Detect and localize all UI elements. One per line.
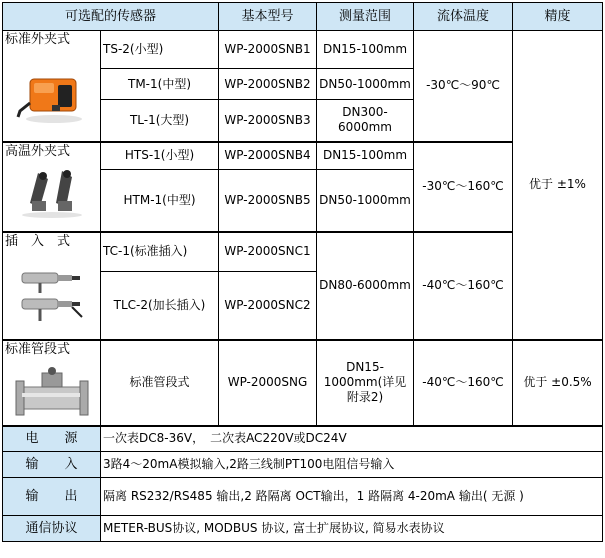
model-number: WP-2000SNB3 xyxy=(219,100,317,142)
sensor-name: TS-2(小型) xyxy=(101,31,219,69)
accuracy-value: 优于 ±0.5% xyxy=(513,340,603,426)
pipe-section-sensor-icon xyxy=(3,365,100,421)
measure-range: DN50-1000mm xyxy=(317,69,414,100)
spec-value: METER-BUS协议, MODBUS 协议, 富士扩展协议, 简易水表协议 xyxy=(101,516,603,542)
category-cell xyxy=(3,340,101,426)
fluid-temperature: -30℃～160℃ xyxy=(414,142,513,232)
accuracy-value: 优于 ±1% xyxy=(513,31,603,340)
header-temperature: 流体温度 xyxy=(414,3,513,31)
category-cell xyxy=(3,31,101,142)
measure-range: DN15-100mm xyxy=(317,31,414,69)
high-temp-clamp-sensor-icon xyxy=(3,167,100,219)
model-number: WP-2000SNB5 xyxy=(219,170,317,232)
header-model: 基本型号 xyxy=(219,3,317,31)
table-row xyxy=(3,232,603,272)
table-row xyxy=(3,516,603,542)
sensor-name: 标准管段式 xyxy=(101,340,219,426)
measure-range: DN300-6000mm xyxy=(317,100,414,142)
sensor-name: HTM-1(中型) xyxy=(101,170,219,232)
table-row xyxy=(3,452,603,478)
model-number: WP-2000SNB4 xyxy=(219,142,317,170)
model-number: WP-2000SNG xyxy=(219,340,317,426)
spec-label: 输 入 xyxy=(3,452,101,478)
clamp-on-sensor-icon xyxy=(3,65,100,125)
category-title: 高温外夹式 xyxy=(5,143,71,159)
model-number: WP-2000SNC1 xyxy=(219,232,317,272)
sensor-name: TM-1(中型) xyxy=(101,69,219,100)
table-row xyxy=(3,426,603,452)
header-accuracy: 精度 xyxy=(513,3,603,31)
model-number: WP-2000SNB1 xyxy=(219,31,317,69)
fluid-temperature: -40℃～160℃ xyxy=(414,340,513,426)
measure-range: DN15-1000mm(详见附录2) xyxy=(317,340,414,426)
table-row xyxy=(3,142,603,170)
fluid-temperature: -40℃～160℃ xyxy=(414,232,513,340)
sensor-spec-table xyxy=(2,2,603,542)
category-title: 标准外夹式 xyxy=(5,32,71,47)
model-number: WP-2000SNC2 xyxy=(219,272,317,340)
category-title: 插 入 式 xyxy=(5,233,71,249)
table-row xyxy=(3,31,603,69)
insertion-sensor-icon xyxy=(3,263,100,327)
measure-range: DN15-100mm xyxy=(317,142,414,170)
table-row xyxy=(3,478,603,516)
header-row xyxy=(3,3,603,31)
model-number: WP-2000SNB2 xyxy=(219,69,317,100)
spec-value: 3路4～20mA模拟输入,2路三线制PT100电阻信号输入 xyxy=(101,452,603,478)
sensor-name: TLC-2(加长插入) xyxy=(101,272,219,340)
spec-value: 隔离 RS232/RS485 输出,2 路隔离 OCT输出，1 路隔离 4-20mA 输出( 无源 ) xyxy=(101,478,603,516)
category-cell xyxy=(3,142,101,232)
measure-range: DN50-1000mm xyxy=(317,170,414,232)
spec-value: 一次表DC8-36V， 二次表AC220V或DC24V xyxy=(101,426,603,452)
spec-label: 通信协议 xyxy=(3,516,101,542)
sensor-spec-table-wrapper xyxy=(2,2,603,542)
category-title: 标准管段式 xyxy=(5,341,71,357)
sensor-name: HTS-1(小型) xyxy=(101,142,219,170)
header-sensor: 可选配的传感器 xyxy=(3,3,219,31)
spec-label: 电 源 xyxy=(3,426,101,452)
measure-range: DN80-6000mm xyxy=(317,232,414,340)
spec-label: 输 出 xyxy=(3,478,101,516)
table-row xyxy=(3,340,603,426)
fluid-temperature: -30℃～90℃ xyxy=(414,31,513,142)
sensor-name: TC-1(标准插入) xyxy=(101,232,219,272)
category-cell xyxy=(3,232,101,340)
sensor-name: TL-1(大型) xyxy=(101,100,219,142)
header-range: 测量范围 xyxy=(317,3,414,31)
